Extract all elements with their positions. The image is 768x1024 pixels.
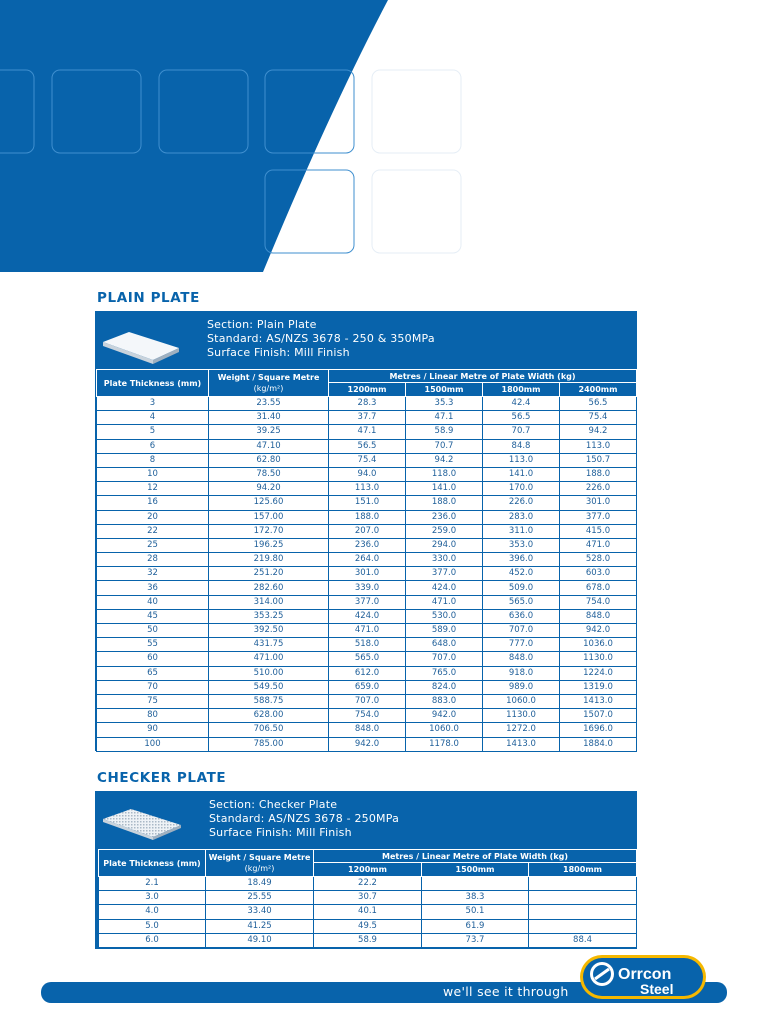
table-row xyxy=(97,595,637,609)
table-row xyxy=(97,467,637,481)
table-cell: 75.4 xyxy=(329,453,406,467)
table-cell: 78.50 xyxy=(209,467,329,481)
table-cell: 1060.0 xyxy=(406,723,483,737)
table-cell: 31.40 xyxy=(209,411,329,425)
table-cell: 549.50 xyxy=(209,680,329,694)
checker-plate-image xyxy=(101,803,183,843)
footer-tagline: we'll see it through xyxy=(443,984,569,999)
table-cell: 25.55 xyxy=(206,891,314,905)
table-cell: 353.25 xyxy=(209,609,329,623)
table-cell: 1130.0 xyxy=(483,709,560,723)
checker-width-header-1200: 1200mm xyxy=(314,863,422,877)
table-row xyxy=(97,538,637,552)
table-cell: 50.1 xyxy=(422,905,529,919)
table-cell: 30.7 xyxy=(314,891,422,905)
table-cell: 1224.0 xyxy=(560,666,637,680)
table-row xyxy=(97,510,637,524)
table-cell: 707.0 xyxy=(406,652,483,666)
table-cell: 151.0 xyxy=(329,496,406,510)
checker-plate-info xyxy=(209,798,399,840)
table-cell: 377.0 xyxy=(560,510,637,524)
table-cell: 510.00 xyxy=(209,666,329,680)
table-cell: 18.49 xyxy=(206,877,314,891)
table-cell: 47.1 xyxy=(329,425,406,439)
table-cell: 38.3 xyxy=(422,891,529,905)
checker-width-header-1500: 1500mm xyxy=(422,863,529,877)
table-cell: 12 xyxy=(97,482,209,496)
table-cell: 424.0 xyxy=(406,581,483,595)
table-cell: 848.0 xyxy=(483,652,560,666)
table-cell: 207.0 xyxy=(329,524,406,538)
table-cell: 628.00 xyxy=(209,709,329,723)
table-cell: 6.0 xyxy=(99,933,206,947)
table-cell: 311.0 xyxy=(483,524,560,538)
table-cell: 39.25 xyxy=(209,425,329,439)
table-cell: 588.75 xyxy=(209,694,329,708)
table-cell: 2.1 xyxy=(99,877,206,891)
table-row xyxy=(97,524,637,538)
table-cell: 707.0 xyxy=(483,624,560,638)
table-row xyxy=(97,439,637,453)
table-row xyxy=(97,652,637,666)
table-cell: 283.0 xyxy=(483,510,560,524)
table-cell: 188.0 xyxy=(406,496,483,510)
checker-plate-section: Section: Checker Plate xyxy=(209,798,338,811)
table-cell: 528.0 xyxy=(560,553,637,567)
table-cell: 100 xyxy=(97,737,209,751)
table-row xyxy=(97,638,637,652)
table-cell: 636.0 xyxy=(483,609,560,623)
table-cell: 1696.0 xyxy=(560,723,637,737)
table-cell: 84.8 xyxy=(483,439,560,453)
table-cell: 5 xyxy=(97,425,209,439)
table-cell: 4.0 xyxy=(99,905,206,919)
table-cell: 6 xyxy=(97,439,209,453)
table-row xyxy=(99,905,637,919)
plain-plate-table xyxy=(96,369,637,752)
width-header-1500: 1500mm xyxy=(406,383,483,397)
table-cell: 41.25 xyxy=(206,919,314,933)
table-cell: 35.3 xyxy=(406,397,483,411)
table-cell: 188.0 xyxy=(560,467,637,481)
table-cell: 40.1 xyxy=(314,905,422,919)
plain-plate-standard: Standard: AS/NZS 3678 - 250 & 350MPa xyxy=(207,332,435,345)
table-cell xyxy=(529,891,637,905)
table-cell: 3.0 xyxy=(99,891,206,905)
table-cell xyxy=(529,919,637,933)
table-cell: 23.55 xyxy=(209,397,329,411)
table-cell: 113.0 xyxy=(483,453,560,467)
table-cell: 113.0 xyxy=(560,439,637,453)
table-cell: 678.0 xyxy=(560,581,637,595)
table-cell: 36 xyxy=(97,581,209,595)
table-cell: 314.00 xyxy=(209,595,329,609)
table-cell: 509.0 xyxy=(483,581,560,595)
table-cell: 1130.0 xyxy=(560,652,637,666)
table-cell: 22 xyxy=(97,524,209,538)
table-row xyxy=(97,453,637,467)
table-cell: 471.0 xyxy=(406,595,483,609)
table-cell: 396.0 xyxy=(483,553,560,567)
checker-plate-table xyxy=(98,849,637,948)
table-cell: 16 xyxy=(97,496,209,510)
checker-plate-table-body xyxy=(99,877,637,948)
table-cell: 50 xyxy=(97,624,209,638)
table-cell: 989.0 xyxy=(483,680,560,694)
table-row xyxy=(97,694,637,708)
table-cell: 157.00 xyxy=(209,510,329,524)
table-cell: 94.20 xyxy=(209,482,329,496)
table-cell: 1319.0 xyxy=(560,680,637,694)
table-cell: 88.4 xyxy=(529,933,637,947)
table-cell: 219.80 xyxy=(209,553,329,567)
table-cell: 431.75 xyxy=(209,638,329,652)
checker-plate-panel xyxy=(95,791,637,949)
checker-weight-header-label: Weight / Square Metre xyxy=(208,853,311,862)
table-cell: 10 xyxy=(97,467,209,481)
table-cell: 22.2 xyxy=(314,877,422,891)
table-cell: 70.7 xyxy=(483,425,560,439)
checker-plate-standard: Standard: AS/NZS 3678 - 250MPa xyxy=(209,812,400,825)
table-cell: 141.0 xyxy=(406,482,483,496)
table-cell: 648.0 xyxy=(406,638,483,652)
table-cell: 226.0 xyxy=(560,482,637,496)
checker-width-header-1800: 1800mm xyxy=(529,863,637,877)
table-cell: 415.0 xyxy=(560,524,637,538)
table-cell: 471.0 xyxy=(329,624,406,638)
table-cell: 565.0 xyxy=(483,595,560,609)
table-row xyxy=(97,553,637,567)
table-cell: 226.0 xyxy=(483,496,560,510)
table-cell: 65 xyxy=(97,666,209,680)
table-cell: 47.1 xyxy=(406,411,483,425)
table-cell: 707.0 xyxy=(329,694,406,708)
checker-weight-header-unit: (kg/m²) xyxy=(244,864,275,873)
table-cell: 942.0 xyxy=(560,624,637,638)
table-cell: 589.0 xyxy=(406,624,483,638)
table-cell: 42.4 xyxy=(483,397,560,411)
table-cell: 377.0 xyxy=(406,567,483,581)
table-cell: 62.80 xyxy=(209,453,329,467)
plain-plate-image xyxy=(101,326,181,366)
table-cell: 1178.0 xyxy=(406,737,483,751)
table-cell: 172.70 xyxy=(209,524,329,538)
table-cell: 942.0 xyxy=(329,737,406,751)
table-cell: 49.10 xyxy=(206,933,314,947)
table-cell: 170.0 xyxy=(483,482,560,496)
plain-plate-finish: Surface Finish: Mill Finish xyxy=(207,346,350,359)
table-cell: 73.7 xyxy=(422,933,529,947)
plain-plate-panel xyxy=(95,311,637,751)
table-cell: 1272.0 xyxy=(483,723,560,737)
table-cell: 60 xyxy=(97,652,209,666)
table-row xyxy=(99,891,637,905)
table-row xyxy=(97,624,637,638)
table-cell: 196.25 xyxy=(209,538,329,552)
table-cell: 942.0 xyxy=(406,709,483,723)
table-cell: 5.0 xyxy=(99,919,206,933)
table-row xyxy=(97,581,637,595)
table-cell: 150.7 xyxy=(560,453,637,467)
table-cell: 94.2 xyxy=(406,453,483,467)
table-cell: 883.0 xyxy=(406,694,483,708)
table-cell: 28 xyxy=(97,553,209,567)
table-cell: 28.3 xyxy=(329,397,406,411)
table-cell: 301.0 xyxy=(329,567,406,581)
table-cell: 4 xyxy=(97,411,209,425)
checker-metres-header: Metres / Linear Metre of Plate Width (kg) xyxy=(314,850,637,863)
table-row xyxy=(97,425,637,439)
table-row xyxy=(97,567,637,581)
table-cell: 58.9 xyxy=(314,933,422,947)
table-cell: 777.0 xyxy=(483,638,560,652)
table-row xyxy=(97,737,637,751)
checker-thickness-header: Plate Thickness (mm) xyxy=(99,850,206,877)
plain-plate-table-body xyxy=(97,397,637,752)
table-cell: 188.0 xyxy=(329,510,406,524)
table-cell: 424.0 xyxy=(329,609,406,623)
table-row xyxy=(97,723,637,737)
weight-header xyxy=(209,370,329,397)
table-cell: 301.0 xyxy=(560,496,637,510)
table-cell: 113.0 xyxy=(329,482,406,496)
logo-text-bottom: Steel xyxy=(640,981,674,997)
table-cell: 90 xyxy=(97,723,209,737)
table-cell: 612.0 xyxy=(329,666,406,680)
table-cell: 58.9 xyxy=(406,425,483,439)
table-cell: 25 xyxy=(97,538,209,552)
table-cell: 3 xyxy=(97,397,209,411)
table-cell: 49.5 xyxy=(314,919,422,933)
table-cell: 236.0 xyxy=(329,538,406,552)
table-cell: 824.0 xyxy=(406,680,483,694)
table-cell: 754.0 xyxy=(560,595,637,609)
table-cell: 1060.0 xyxy=(483,694,560,708)
table-cell: 56.5 xyxy=(329,439,406,453)
table-row xyxy=(99,877,637,891)
table-cell: 40 xyxy=(97,595,209,609)
header-graphic xyxy=(0,0,768,272)
table-cell: 1413.0 xyxy=(560,694,637,708)
table-cell: 1884.0 xyxy=(560,737,637,751)
weight-header-label: Weight / Square Metre xyxy=(217,373,320,382)
table-cell: 330.0 xyxy=(406,553,483,567)
table-cell: 1036.0 xyxy=(560,638,637,652)
table-cell: 754.0 xyxy=(329,709,406,723)
table-cell: 471.00 xyxy=(209,652,329,666)
table-cell: 61.9 xyxy=(422,919,529,933)
table-cell: 94.0 xyxy=(329,467,406,481)
table-cell: 75 xyxy=(97,694,209,708)
table-row xyxy=(97,680,637,694)
table-row xyxy=(99,933,637,947)
table-cell: 80 xyxy=(97,709,209,723)
table-cell: 70 xyxy=(97,680,209,694)
table-row xyxy=(97,609,637,623)
table-cell: 55 xyxy=(97,638,209,652)
table-cell xyxy=(529,877,637,891)
plain-plate-info xyxy=(207,318,435,360)
table-row xyxy=(97,411,637,425)
table-cell: 75.4 xyxy=(560,411,637,425)
width-header-2400: 2400mm xyxy=(560,383,637,397)
table-cell: 294.0 xyxy=(406,538,483,552)
table-cell: 141.0 xyxy=(483,467,560,481)
table-row xyxy=(97,482,637,496)
plain-plate-title: PLAIN PLATE xyxy=(97,290,200,306)
table-cell: 56.5 xyxy=(560,397,637,411)
table-row xyxy=(97,397,637,411)
table-cell: 392.50 xyxy=(209,624,329,638)
table-cell: 94.2 xyxy=(560,425,637,439)
logo-text-top: Orrcon xyxy=(618,966,672,983)
table-cell: 918.0 xyxy=(483,666,560,680)
table-cell: 339.0 xyxy=(329,581,406,595)
checker-weight-header xyxy=(206,850,314,877)
table-cell: 659.0 xyxy=(329,680,406,694)
width-header-1200: 1200mm xyxy=(329,383,406,397)
table-cell: 32 xyxy=(97,567,209,581)
table-cell: 47.10 xyxy=(209,439,329,453)
table-cell: 1413.0 xyxy=(483,737,560,751)
table-cell: 45 xyxy=(97,609,209,623)
table-row xyxy=(97,496,637,510)
table-cell: 1507.0 xyxy=(560,709,637,723)
table-cell: 848.0 xyxy=(329,723,406,737)
width-header-1800: 1800mm xyxy=(483,383,560,397)
table-row xyxy=(97,709,637,723)
table-cell: 37.7 xyxy=(329,411,406,425)
table-cell: 125.60 xyxy=(209,496,329,510)
table-cell: 848.0 xyxy=(560,609,637,623)
thickness-header: Plate Thickness (mm) xyxy=(97,370,209,397)
orrcon-steel-logo xyxy=(578,952,710,1002)
table-cell: 452.0 xyxy=(483,567,560,581)
table-cell: 353.0 xyxy=(483,538,560,552)
plain-plate-section: Section: Plain Plate xyxy=(207,318,317,331)
table-cell: 8 xyxy=(97,453,209,467)
table-cell xyxy=(422,877,529,891)
table-cell: 530.0 xyxy=(406,609,483,623)
table-cell: 33.40 xyxy=(206,905,314,919)
table-cell: 56.5 xyxy=(483,411,560,425)
table-cell: 264.0 xyxy=(329,553,406,567)
checker-plate-title: CHECKER PLATE xyxy=(97,770,227,786)
table-cell: 471.0 xyxy=(560,538,637,552)
metres-header: Metres / Linear Metre of Plate Width (kg) xyxy=(329,370,637,383)
table-row xyxy=(97,666,637,680)
table-cell xyxy=(529,905,637,919)
table-cell: 20 xyxy=(97,510,209,524)
checker-plate-finish: Surface Finish: Mill Finish xyxy=(209,826,352,839)
table-cell: 765.0 xyxy=(406,666,483,680)
table-cell: 259.0 xyxy=(406,524,483,538)
table-cell: 785.00 xyxy=(209,737,329,751)
table-cell: 565.0 xyxy=(329,652,406,666)
table-cell: 518.0 xyxy=(329,638,406,652)
table-cell: 70.7 xyxy=(406,439,483,453)
table-cell: 282.60 xyxy=(209,581,329,595)
table-cell: 251.20 xyxy=(209,567,329,581)
table-cell: 603.0 xyxy=(560,567,637,581)
weight-header-unit: (kg/m²) xyxy=(253,384,284,393)
table-row xyxy=(99,919,637,933)
table-cell: 377.0 xyxy=(329,595,406,609)
table-cell: 236.0 xyxy=(406,510,483,524)
table-cell: 706.50 xyxy=(209,723,329,737)
table-cell: 118.0 xyxy=(406,467,483,481)
